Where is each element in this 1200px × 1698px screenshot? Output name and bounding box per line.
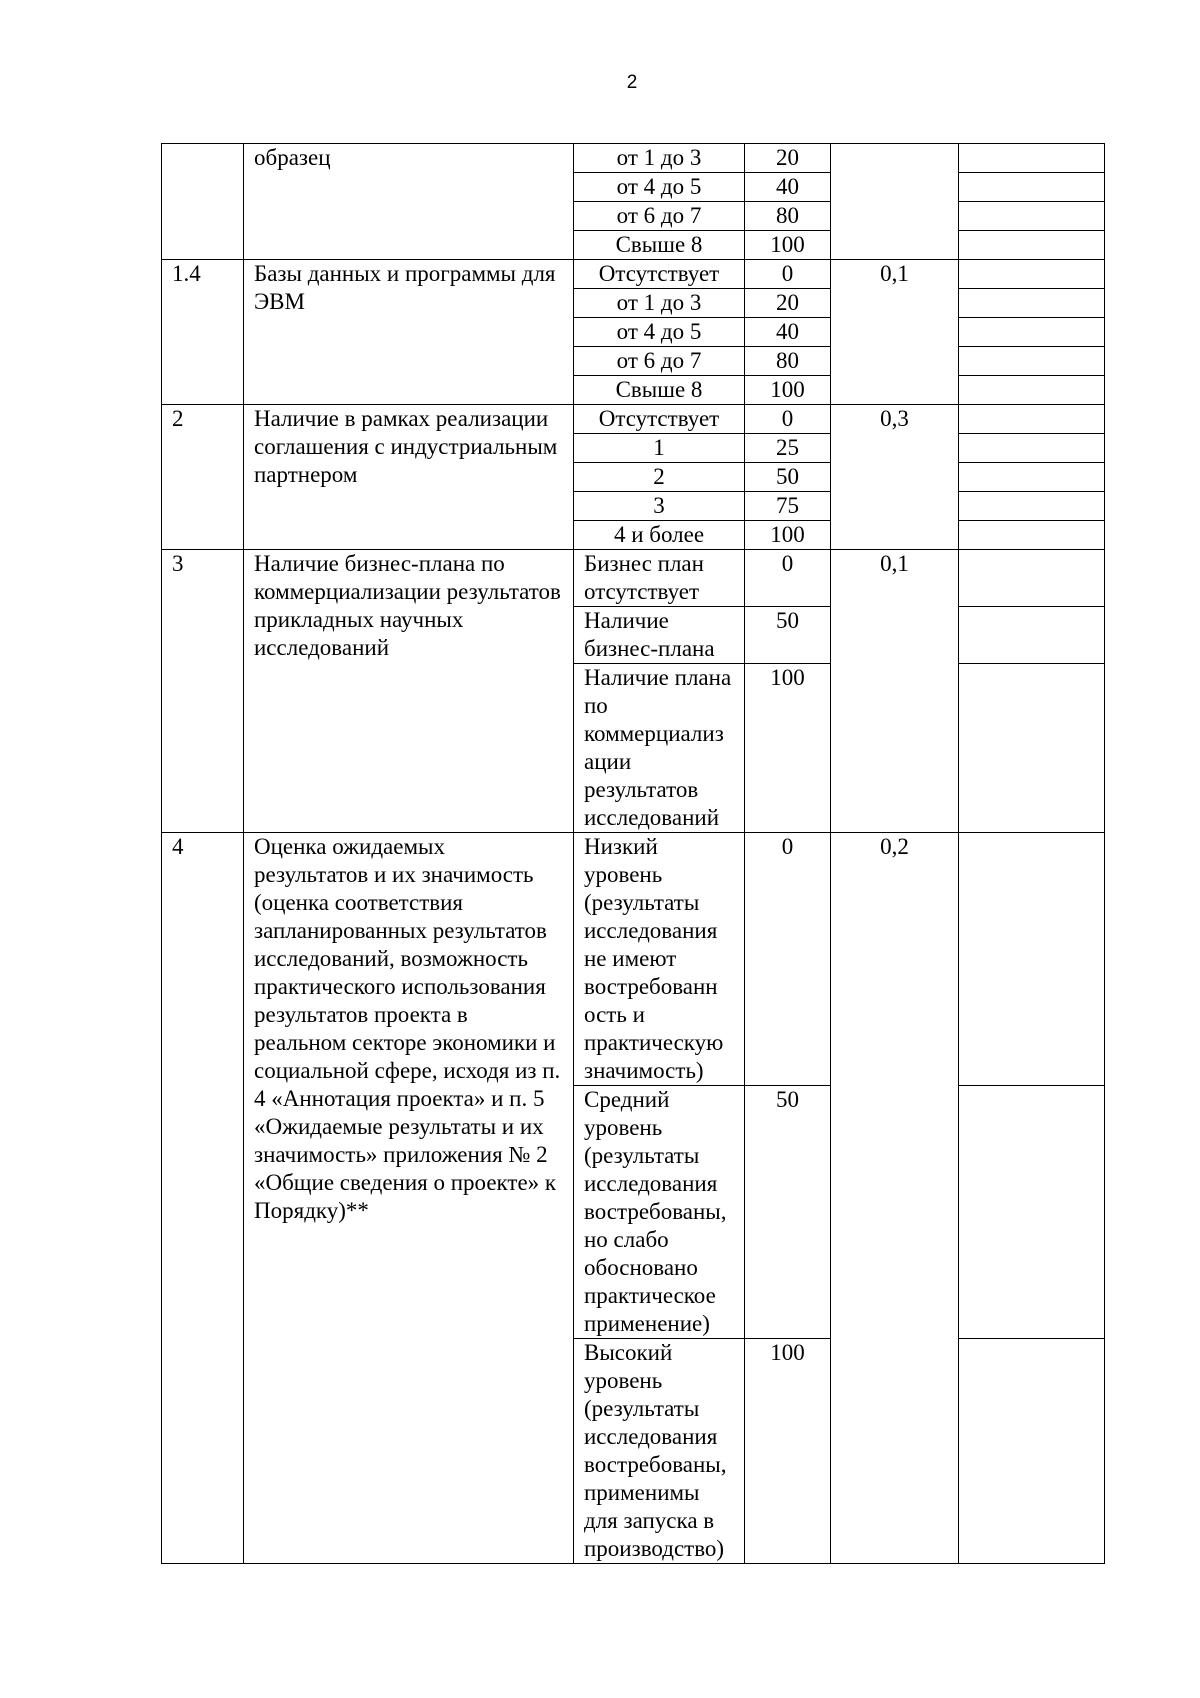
points-cell: 0 xyxy=(745,260,831,289)
score-cell xyxy=(959,664,1105,833)
level-cell: от 4 до 5 xyxy=(574,318,745,347)
score-cell xyxy=(959,607,1105,664)
score-cell xyxy=(959,144,1105,173)
criteria-table xyxy=(161,143,1105,1564)
score-cell xyxy=(959,318,1105,347)
points-cell: 20 xyxy=(745,289,831,318)
score-cell xyxy=(959,173,1105,202)
score-cell xyxy=(959,434,1105,463)
score-cell xyxy=(959,231,1105,260)
points-cell: 100 xyxy=(745,231,831,260)
points-cell: 0 xyxy=(745,550,831,607)
criterion-cell: Оценка ожидаемых результатов и их значимость (оценка соответствия запланированных результатов исследований, возможность практического использования результатов проекта в реальном секторе экономики и социальной сфере, исходя из п. 4 «Аннотация проекта» и п. 5 «Ожидаемые результаты и их значимость» приложения № 2 «Общие сведения о проекте» к Порядку)** xyxy=(244,833,574,1564)
criterion-cell: образец xyxy=(244,144,574,260)
table-row xyxy=(162,405,1105,434)
points-cell: 0 xyxy=(745,405,831,434)
criterion-cell: Наличие бизнес-плана по коммерциализации результатов прикладных научных исследований xyxy=(244,550,574,833)
score-cell xyxy=(959,521,1105,550)
points-cell: 100 xyxy=(745,376,831,405)
row-number-cell: 1.4 xyxy=(162,260,244,405)
level-cell: Низкий уровень (результаты исследования не имеют востребованн ость и практическую значимость) xyxy=(574,833,745,1086)
row-number-cell xyxy=(162,144,244,260)
score-cell xyxy=(959,1086,1105,1339)
points-cell: 100 xyxy=(745,521,831,550)
level-cell: от 1 до 3 xyxy=(574,144,745,173)
level-cell: от 1 до 3 xyxy=(574,289,745,318)
level-cell: Средний уровень (результаты исследования востребованы, но слабо обосновано практическое применение) xyxy=(574,1086,745,1339)
row-number-cell: 3 xyxy=(162,550,244,833)
table-row xyxy=(162,833,1105,1086)
level-cell: Отсутствует xyxy=(574,260,745,289)
weight-cell: 0,1 xyxy=(831,260,959,405)
level-cell: Отсутствует xyxy=(574,405,745,434)
points-cell: 50 xyxy=(745,1086,831,1339)
points-cell: 100 xyxy=(745,1339,831,1564)
score-cell xyxy=(959,1339,1105,1564)
level-cell: Наличие бизнес-плана xyxy=(574,607,745,664)
points-cell: 75 xyxy=(745,492,831,521)
level-cell: Свыше 8 xyxy=(574,376,745,405)
level-cell: Бизнес план отсутствует xyxy=(574,550,745,607)
level-cell: 1 xyxy=(574,434,745,463)
criterion-cell: Базы данных и программы для ЭВМ xyxy=(244,260,574,405)
points-cell: 0 xyxy=(745,833,831,1086)
points-cell: 80 xyxy=(745,347,831,376)
row-number-cell: 4 xyxy=(162,833,244,1564)
page-number: 2 xyxy=(626,72,638,93)
points-cell: 80 xyxy=(745,202,831,231)
points-cell: 40 xyxy=(745,173,831,202)
row-number-cell: 2 xyxy=(162,405,244,550)
level-cell: от 6 до 7 xyxy=(574,202,745,231)
score-cell xyxy=(959,347,1105,376)
criterion-cell: Наличие в рамках реализации соглашения с индустриальным партнером xyxy=(244,405,574,550)
score-cell xyxy=(959,289,1105,318)
points-cell: 40 xyxy=(745,318,831,347)
level-cell: Высокий уровень (результаты исследования востребованы, применимы для запуска в производство) xyxy=(574,1339,745,1564)
score-cell xyxy=(959,492,1105,521)
table-row xyxy=(162,144,1105,173)
weight-cell xyxy=(831,144,959,260)
table-row xyxy=(162,550,1105,607)
level-cell: 2 xyxy=(574,463,745,492)
score-cell xyxy=(959,463,1105,492)
points-cell: 50 xyxy=(745,463,831,492)
score-cell xyxy=(959,550,1105,607)
level-cell: Наличие плана по коммерциализ ации результатов исследований xyxy=(574,664,745,833)
points-cell: 25 xyxy=(745,434,831,463)
points-cell: 20 xyxy=(745,144,831,173)
level-cell: 3 xyxy=(574,492,745,521)
weight-cell: 0,1 xyxy=(831,550,959,833)
level-cell: Свыше 8 xyxy=(574,231,745,260)
score-cell xyxy=(959,405,1105,434)
score-cell xyxy=(959,833,1105,1086)
level-cell: от 4 до 5 xyxy=(574,173,745,202)
points-cell: 50 xyxy=(745,607,831,664)
level-cell: 4 и более xyxy=(574,521,745,550)
level-cell: от 6 до 7 xyxy=(574,347,745,376)
points-cell: 100 xyxy=(745,664,831,833)
score-cell xyxy=(959,202,1105,231)
weight-cell: 0,3 xyxy=(831,405,959,550)
score-cell xyxy=(959,260,1105,289)
score-cell xyxy=(959,376,1105,405)
weight-cell: 0,2 xyxy=(831,833,959,1564)
table-row xyxy=(162,260,1105,289)
